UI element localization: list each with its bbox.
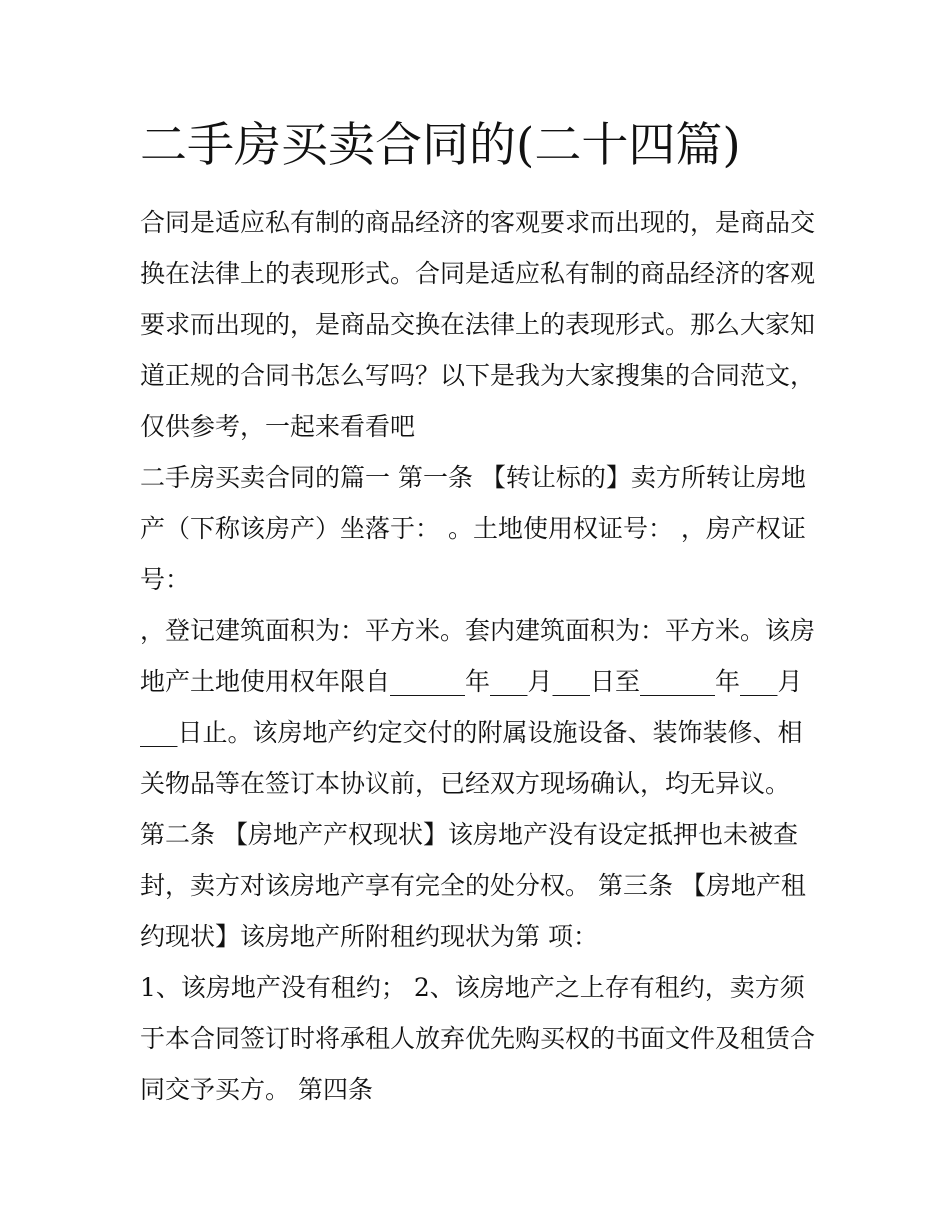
text-line: 1、该房地产没有租约； 2、该房地产之上存有租约，卖方须	[140, 973, 805, 1002]
text-line: 二手房买卖合同的篇一 第一条 【转让标的】卖方所转让房地	[140, 463, 806, 492]
text-line: 第二条 【房地产产权现状】该房地产没有设定抵押也未被查	[140, 820, 798, 849]
text-line: 产（下称该房产）坐落于： 。土地使用权证号： ，房产权证	[140, 514, 806, 543]
text-line: 于本合同签订时将承租人放弃优先购买权的书面文件及租赁合	[140, 1024, 816, 1053]
text-line: ___日止。该房地产约定交付的附属设施设备、装饰装修、相	[140, 718, 803, 747]
text-line: 道正规的合同书怎么写吗？以下是我为大家搜集的合同范文，	[140, 361, 816, 390]
text-line: 关物品等在签订本协议前，已经双方现场确认，均无异议。	[140, 769, 791, 798]
text-line: 约现状】该房地产所附租约现状为第 项：	[140, 922, 598, 951]
text-line: 仅供参考，一起来看看吧	[140, 412, 416, 441]
text-line: 号：	[140, 565, 191, 594]
text-line: 同交予买方。 第四条	[140, 1075, 373, 1104]
text-line: 地产土地使用权年限自______年___月___日至______年___月	[140, 667, 803, 696]
document-title: 二手房买卖合同的(二十四篇)	[140, 118, 741, 173]
text-line: 封，卖方对该房地产享有完全的处分权。 第三条 【房地产租	[140, 871, 806, 900]
text-line: ，登记建筑面积为：平方米。套内建筑面积为：平方米。该房	[140, 616, 816, 645]
text-line: 换在法律上的表现形式。合同是适应私有制的商品经济的客观	[140, 259, 816, 288]
text-line: 合同是适应私有制的商品经济的客观要求而出现的，是商品交	[140, 208, 816, 237]
text-line: 要求而出现的，是商品交换在法律上的表现形式。那么大家知	[140, 310, 816, 339]
document-body	[140, 197, 830, 1115]
